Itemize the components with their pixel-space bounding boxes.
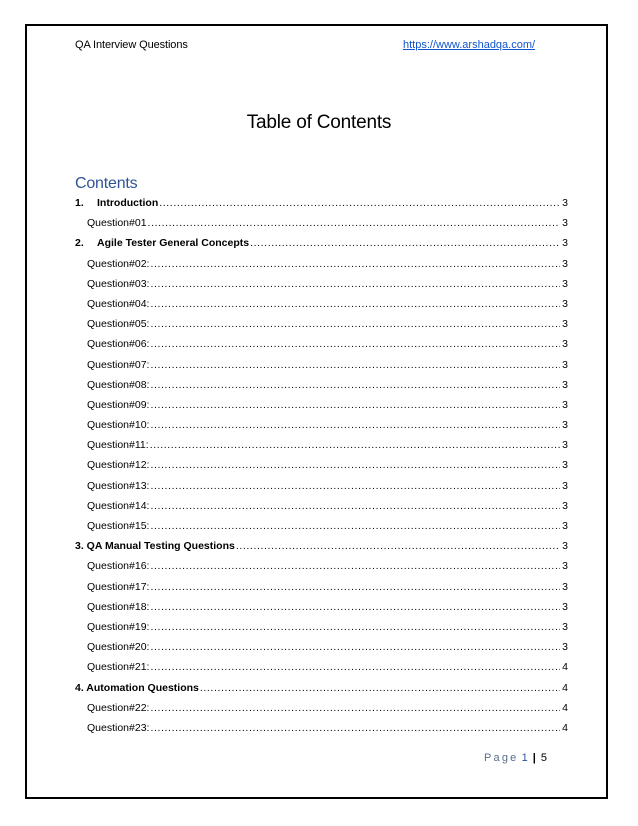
toc-dot-leader: [150, 660, 560, 674]
toc-dot-leader: [150, 257, 560, 271]
toc-entry[interactable]: [75, 196, 568, 216]
toc-dot-leader: [250, 236, 560, 250]
header-title: QA Interview Questions: [75, 39, 188, 51]
toc-dot-leader: [150, 721, 560, 735]
toc-entry-page: 4: [562, 661, 568, 674]
toc-dot-leader: [150, 337, 560, 351]
toc-entry-page: 3: [562, 398, 568, 411]
toc-entry-number: 1.: [75, 197, 84, 209]
toc-entry[interactable]: [75, 600, 568, 620]
toc-entry[interactable]: [75, 640, 568, 660]
toc-entry[interactable]: [75, 479, 568, 499]
toc-entry-number: 2.: [75, 237, 84, 250]
toc-entry-page: 3: [562, 580, 568, 593]
toc-entry-page: 4: [562, 701, 568, 714]
toc-entry-label: Question#06:: [87, 338, 150, 351]
toc-entry[interactable]: [75, 660, 568, 680]
toc-entry-page: 3: [562, 620, 568, 633]
toc-entry-page: 3: [562, 358, 568, 371]
toc-entry[interactable]: [75, 418, 568, 438]
toc-dot-leader: [200, 681, 560, 695]
toc-entry[interactable]: [75, 701, 568, 721]
toc-entry[interactable]: [75, 358, 568, 378]
toc-entry-label: Agile Tester General Concepts: [97, 237, 250, 250]
toc-entry-page: 3: [562, 217, 568, 230]
toc-dot-leader: [150, 499, 560, 513]
header-link[interactable]: https://www.arshadqa.com/: [403, 39, 536, 51]
toc-entry-label: Question#11:: [87, 439, 149, 452]
toc-entry-label: Question#07:: [87, 358, 150, 371]
toc-entry[interactable]: [75, 580, 568, 600]
toc-entry-page: 3: [562, 419, 568, 432]
toc-dot-leader: [150, 701, 560, 715]
page-separator: |: [532, 752, 536, 764]
toc-entry[interactable]: [75, 620, 568, 640]
toc-entry-label: Question#15:: [87, 520, 150, 532]
page-footer: [484, 752, 547, 764]
toc-entry-label: 3. QA Manual Testing Questions: [75, 540, 235, 553]
toc-entry[interactable]: [75, 539, 568, 559]
toc-entry-page: 3: [562, 277, 568, 290]
toc-entry-page: 3: [562, 318, 568, 331]
toc-dot-leader: [150, 479, 560, 493]
toc-dot-leader: [150, 378, 560, 392]
toc-entry[interactable]: [75, 519, 568, 539]
toc-entry-label: Question#18:: [87, 600, 150, 613]
toc-entry[interactable]: [75, 559, 568, 579]
toc-entry-page: 4: [562, 681, 568, 694]
toc-entry-label: Question#12:: [87, 459, 150, 472]
toc-entry[interactable]: [75, 458, 568, 478]
toc-entry-label: Question#01: [87, 217, 147, 230]
page-word: Page: [484, 752, 519, 764]
toc-dot-leader: [150, 277, 560, 291]
toc-dot-leader: [150, 519, 560, 533]
toc-dot-leader: [150, 620, 560, 634]
toc-entry[interactable]: [75, 499, 568, 519]
toc-entry-label: Question#21:: [87, 661, 150, 674]
toc-entry-page: 3: [562, 600, 568, 613]
toc-entry-label: Question#04:: [87, 297, 150, 310]
toc-entry-label: Question#17:: [87, 580, 150, 593]
toc-entry-label: Question#14:: [87, 499, 150, 512]
toc-entry-label: Question#20:: [87, 641, 150, 654]
toc-dot-leader: [150, 358, 560, 372]
toc-entry-page: 3: [562, 459, 568, 472]
toc-entry[interactable]: [75, 398, 568, 418]
toc-entry-label: Question#13:: [87, 479, 150, 492]
toc-entry[interactable]: [75, 257, 568, 277]
toc-entry-page: 3: [562, 641, 568, 654]
toc-entry[interactable]: [75, 277, 568, 297]
page-title: Table of Contents: [246, 112, 392, 133]
toc-dot-leader: [236, 539, 560, 553]
toc-entry-label: Question#23:: [87, 721, 150, 734]
toc-dot-leader: [150, 600, 560, 614]
table-of-contents: [75, 196, 568, 741]
toc-entry-label: Question#05:: [87, 318, 150, 331]
toc-entry[interactable]: [75, 681, 568, 701]
toc-entry[interactable]: [75, 236, 568, 256]
toc-entry-label: Question#08:: [87, 378, 150, 391]
toc-dot-leader: [150, 559, 560, 573]
toc-entry[interactable]: [75, 216, 568, 236]
toc-entry-page: 4: [562, 721, 568, 734]
toc-dot-leader: [150, 418, 560, 432]
toc-entry-label: Question#02:: [87, 257, 150, 270]
toc-entry[interactable]: [75, 317, 568, 337]
toc-entry-page: 3: [562, 297, 568, 310]
toc-entry-page: 3: [562, 560, 568, 573]
toc-entry[interactable]: [75, 337, 568, 357]
toc-entry[interactable]: [75, 297, 568, 317]
toc-entry-label: Question#03:: [87, 277, 150, 290]
toc-entry-label: Introduction: [97, 197, 159, 209]
toc-dot-leader: [150, 580, 560, 594]
toc-entry-page: 3: [562, 520, 568, 532]
toc-entry-page: 3: [562, 499, 568, 512]
toc-entry-page: 3: [562, 540, 568, 553]
toc-entry-label: Question#22:: [87, 701, 150, 714]
toc-dot-leader: [159, 196, 560, 210]
toc-entry-page: 3: [562, 338, 568, 351]
page-total: 5: [540, 752, 548, 764]
toc-entry-label: Question#10:: [87, 419, 150, 432]
toc-entry-label: Question#09:: [87, 398, 150, 411]
toc-dot-leader: [150, 640, 560, 654]
toc-entry-page: 3: [562, 439, 568, 452]
contents-heading: Contents: [75, 175, 138, 192]
toc-entry[interactable]: [75, 438, 568, 458]
toc-entry-label: Question#16:: [87, 560, 150, 573]
toc-entry-page: 3: [562, 378, 568, 391]
toc-entry[interactable]: [75, 721, 568, 741]
toc-entry-page: 3: [562, 257, 568, 270]
toc-entry-page: 3: [562, 197, 568, 209]
toc-entry-page: 3: [562, 479, 568, 492]
toc-entry[interactable]: [75, 378, 568, 398]
page-number: 1: [521, 752, 528, 764]
toc-entry-page: 3: [562, 237, 568, 250]
toc-dot-leader: [150, 297, 560, 311]
toc-dot-leader: [150, 317, 560, 331]
toc-dot-leader: [148, 216, 561, 230]
toc-dot-leader: [150, 398, 560, 412]
toc-dot-leader: [150, 458, 560, 472]
toc-dot-leader: [150, 438, 560, 452]
toc-entry-label: Question#19:: [87, 620, 150, 633]
toc-entry-label: 4. Automation Questions: [75, 681, 199, 694]
